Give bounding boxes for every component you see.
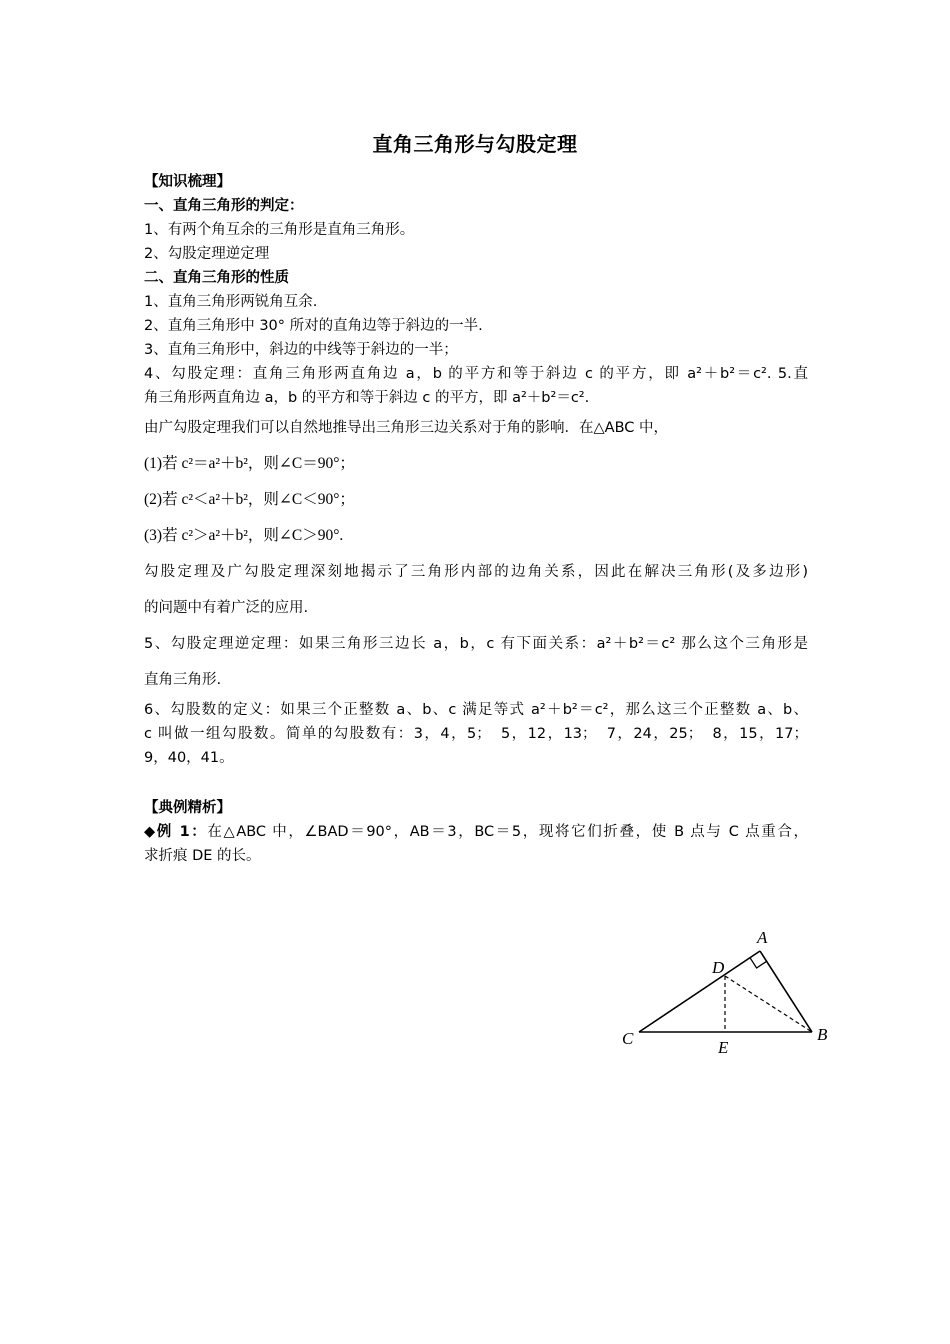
- converse-theorem-line-1: 5、勾股定理逆定理：如果三角形三边长 a，b，c 有下面关系：a²＋b²＝c² 那么这个三角形是: [144, 636, 808, 652]
- pythagorean-theorem-line-1: 4、勾股定理：直角三角形两直角边 a，b 的平方和等于斜边 c 的平方，即 a²＋b²＝c². 5.直: [144, 366, 808, 382]
- dashed-segment-db: [725, 976, 812, 1032]
- document-body: [144, 170, 808, 868]
- determination-title: 一、直角三角形的判定：: [144, 198, 304, 214]
- generalized-intro: 由广勾股定理我们可以自然地推导出三角形三边关系对于角的影响．在△ABC 中，: [144, 420, 668, 436]
- label-c: C: [622, 1029, 634, 1048]
- property-item-3: 3、直角三角形中，斜边的中线等于斜边的一半；: [144, 342, 458, 358]
- side-ab: [760, 951, 812, 1032]
- label-e: E: [718, 1038, 729, 1057]
- example-1-line-2: 求折痕 DE 的长。: [144, 848, 261, 864]
- example-1-label: ◆例 1：: [144, 824, 208, 840]
- example-1-line-1: [144, 820, 808, 844]
- pythagorean-triples-line-1: 6、勾股数的定义：如果三个正整数 a、b、c 满足等式 a²＋b²＝c²，那么这三个正整数 a、b、: [144, 702, 808, 718]
- determination-item-2: 2、勾股定理逆定理: [144, 246, 270, 262]
- knowledge-section-header: 【知识梳理】: [144, 174, 231, 190]
- right-angle-marker: [750, 958, 767, 968]
- case-1: (1)若 c²＝a²＋b²，则∠C＝90°；: [144, 455, 355, 472]
- converse-theorem-line-2: 直角三角形.: [144, 672, 222, 688]
- application-line-2: 的问题中有着广泛的应用.: [144, 600, 309, 616]
- property-item-1: 1、直角三角形两锐角互余.: [144, 294, 318, 310]
- label-d: D: [712, 958, 725, 977]
- application-line-1: 勾股定理及广勾股定理深刻地揭示了三角形内部的边角关系，因此在解决三角形(及多边形): [144, 564, 808, 580]
- pythagorean-triples-line-3: 9，40，41。: [144, 750, 234, 766]
- determination-item-1: 1、有两个角互余的三角形是直角三角形。: [144, 222, 415, 238]
- case-2: (2)若 c²＜a²＋b²，则∠C＜90°；: [144, 491, 355, 508]
- page-title: 直角三角形与勾股定理: [372, 132, 578, 156]
- example-1-text: 在△ABC 中，∠BAD＝90°，AB＝3，BC＝5，现将它们折叠，使 B 点与 C 点重合，: [207, 824, 809, 840]
- property-item-2: 2、直角三角形中 30° 所对的直角边等于斜边的一半.: [144, 318, 483, 334]
- label-a: A: [757, 928, 768, 947]
- case-3: (3)若 c²＞a²＋b²，则∠C＞90°.: [144, 527, 344, 544]
- pythagorean-theorem-line-2: 角三角形两直角边 a，b 的平方和等于斜边 c 的平方，即 a²＋b²＝c².: [144, 390, 590, 406]
- examples-section-header: 【典例精析】: [144, 800, 231, 816]
- side-ca: [639, 951, 760, 1032]
- label-b: B: [817, 1025, 828, 1044]
- pythagorean-triples-line-2: c 叫做一组勾股数。简单的勾股数有：3，4，5； 5，12，13； 7，24，25； 8，15，17；: [144, 726, 808, 742]
- triangle-figure: [612, 924, 842, 1064]
- properties-title: 二、直角三角形的性质: [144, 270, 289, 286]
